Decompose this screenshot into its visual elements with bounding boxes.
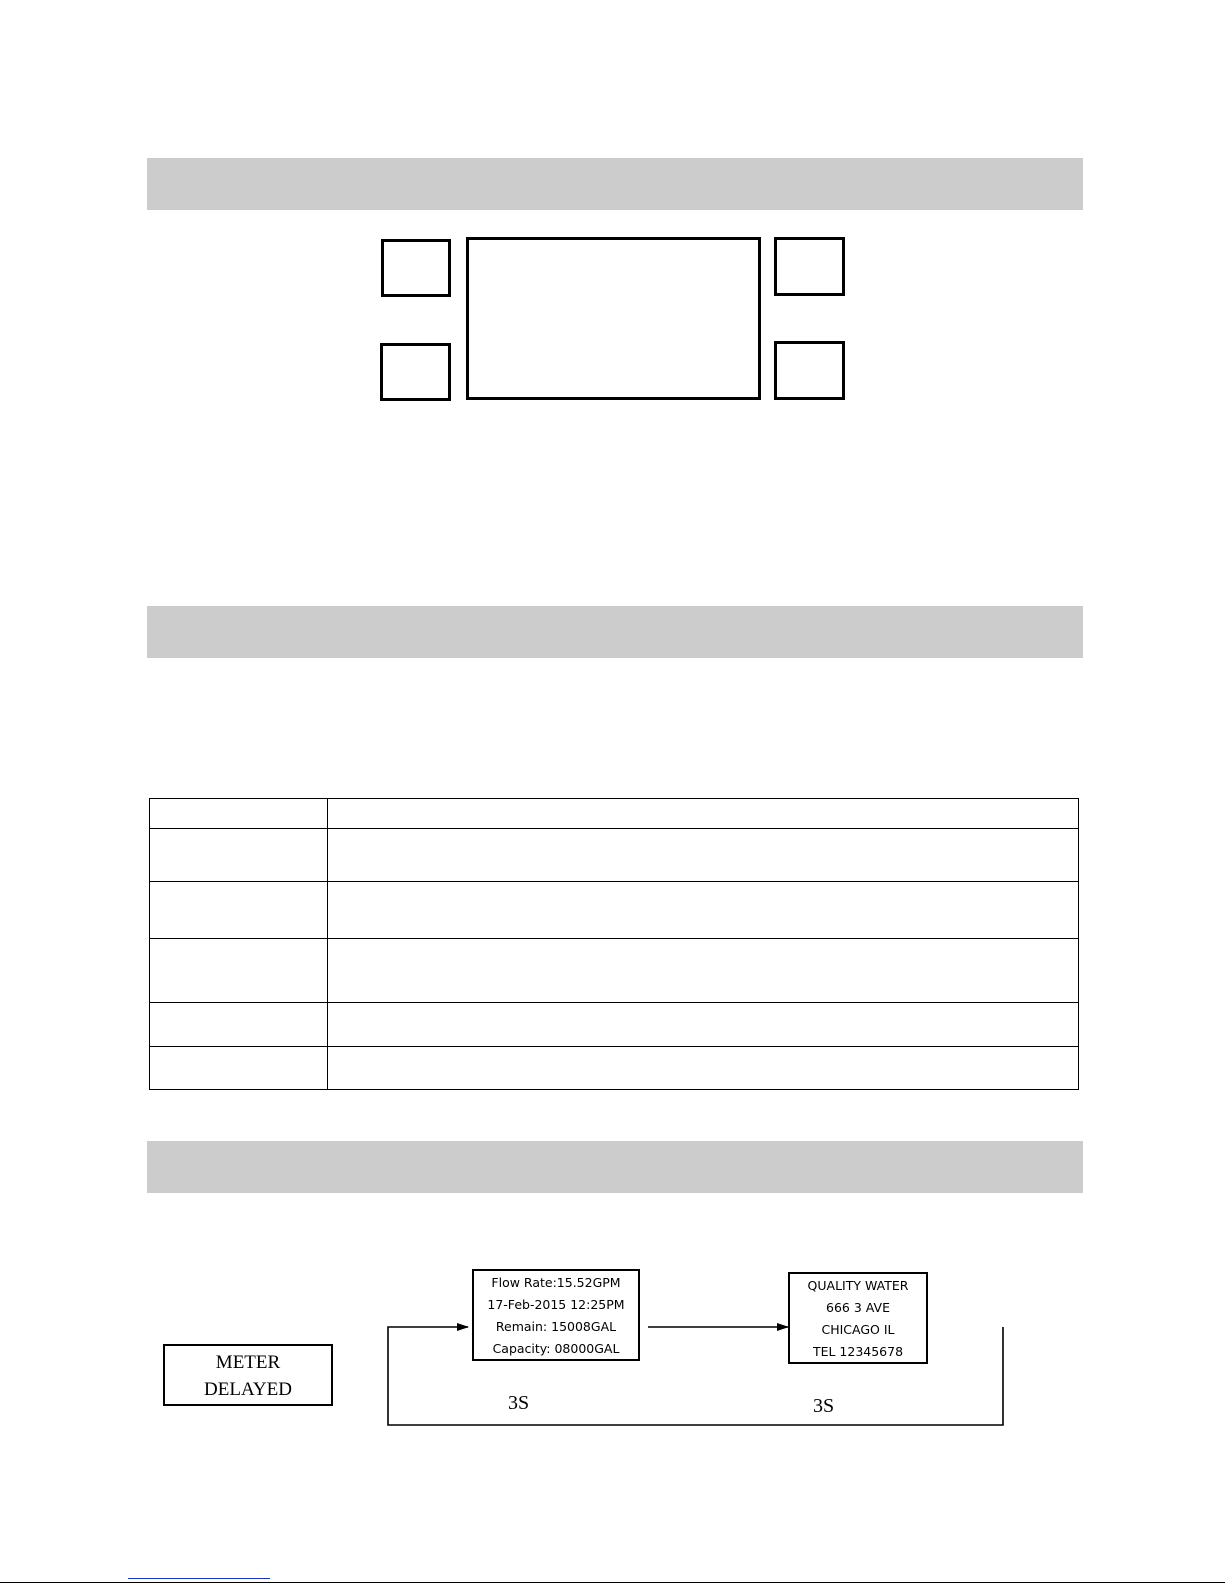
date-time-line: 17-Feb-2015 12:25PM (487, 1297, 625, 1312)
flow-rate-line: Flow Rate:15.52GPM (491, 1275, 621, 1290)
delay-label-1: 3S (508, 1392, 530, 1414)
dealer-address-line: 666 3 AVE (826, 1300, 890, 1315)
delay-label-2: 3S (813, 1395, 835, 1417)
footer-rule (0, 1582, 1225, 1583)
delayed-label: DELAYED (204, 1379, 292, 1400)
footer-link-underline[interactable] (128, 1578, 270, 1579)
display-screen-flow-status (472, 1269, 640, 1361)
meter-label: METER (215, 1352, 281, 1373)
dealer-name-line: QUALITY WATER (807, 1278, 909, 1293)
dealer-city-line: CHICAGO IL (821, 1322, 895, 1337)
meter-delayed-box (163, 1344, 333, 1406)
capacity-line: Capacity: 08000GAL (492, 1341, 620, 1356)
display-screen-dealer-info (788, 1272, 928, 1364)
dealer-phone-line: TEL 12345678 (812, 1344, 904, 1359)
remain-line: Remain: 15008GAL (495, 1319, 617, 1334)
